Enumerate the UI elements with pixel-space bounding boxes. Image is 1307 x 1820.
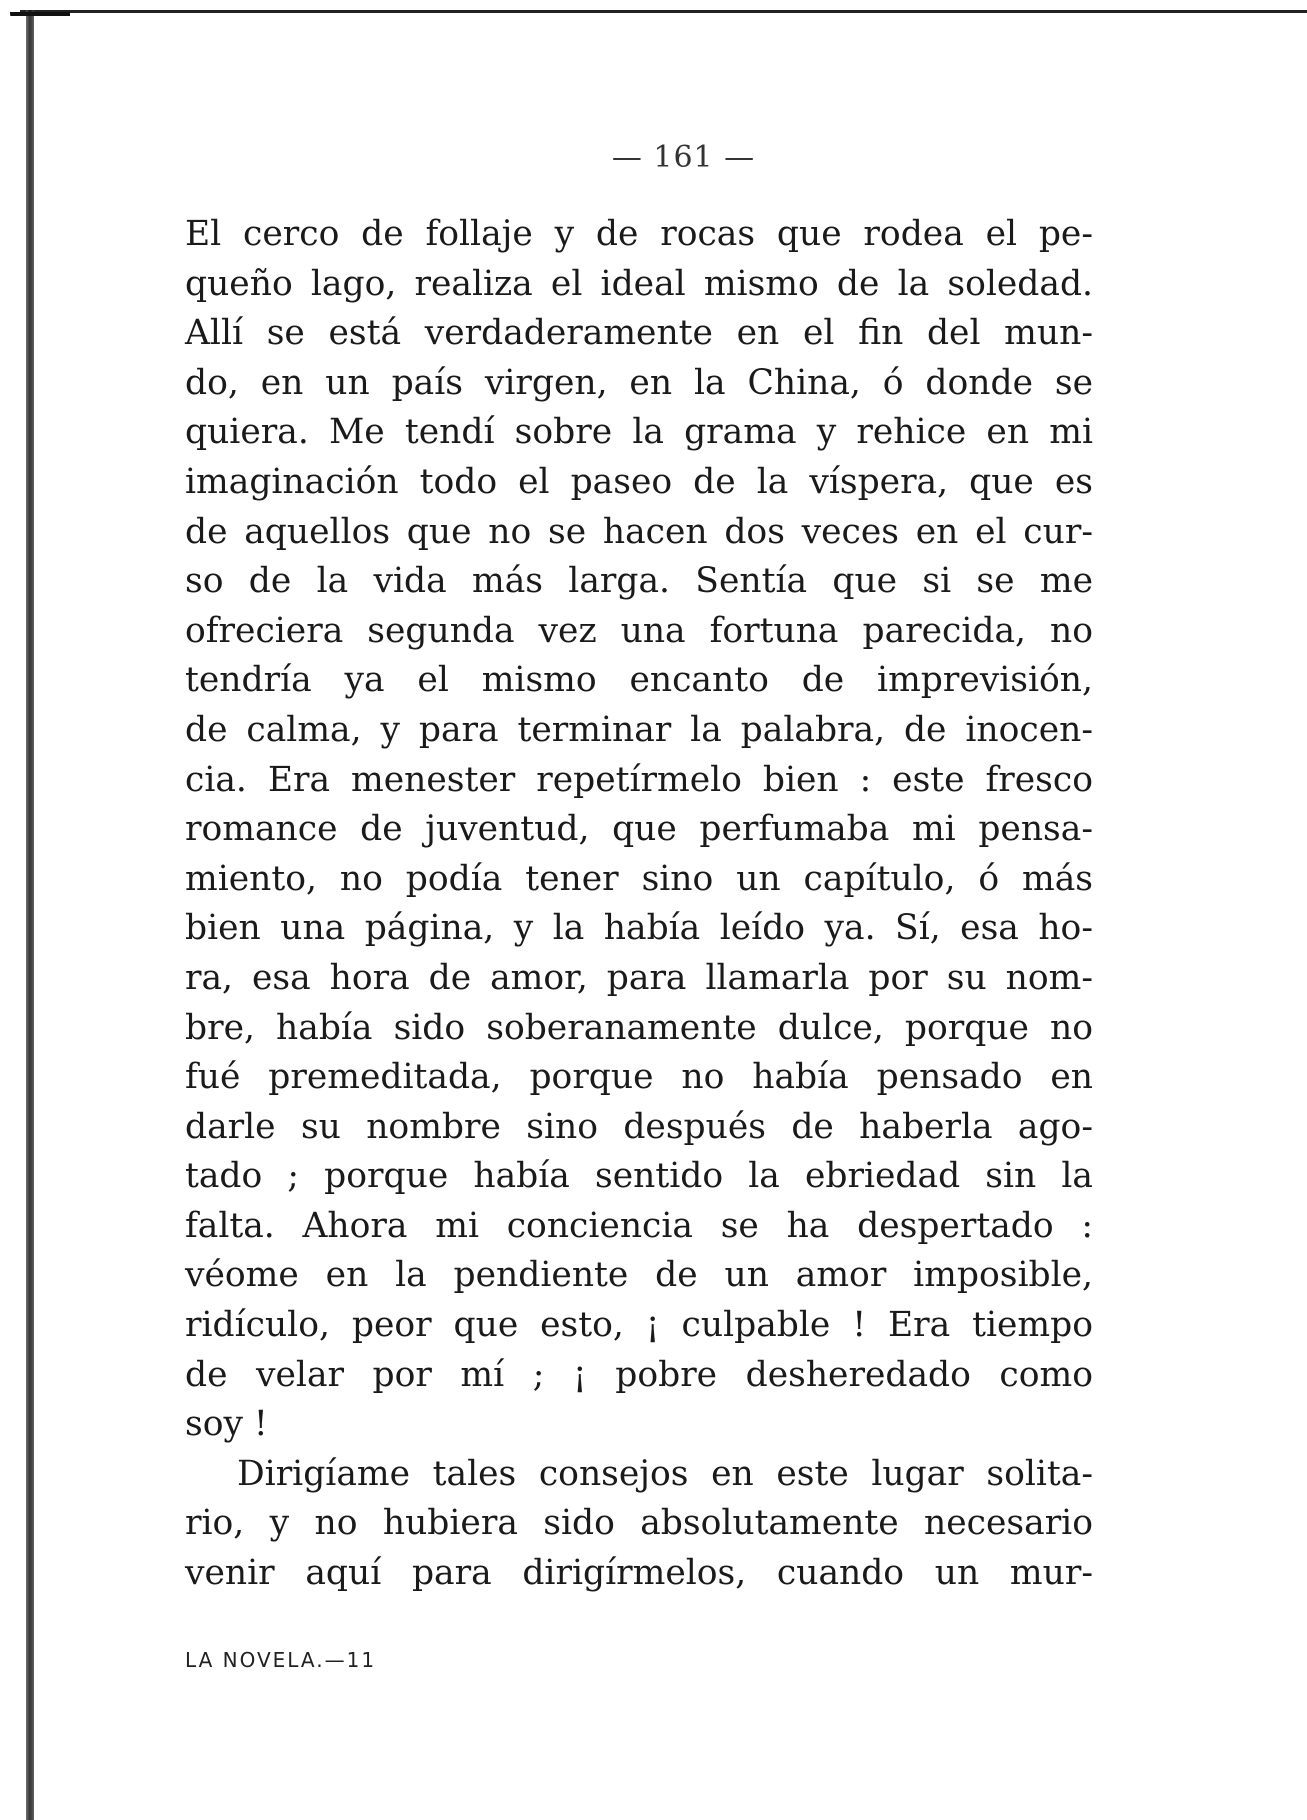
text-line: soy ! <box>185 1404 268 1445</box>
binding-edge <box>26 10 34 1820</box>
text-line: El cerco de follaje y de rocas que rodea el pe- <box>185 214 1093 254</box>
binding-corner <box>10 12 70 36</box>
text-line: ridículo, peor que esto, ¡ culpable ! Era tiempo <box>185 1305 1093 1346</box>
body-text <box>185 210 1093 1599</box>
text-line: romance de juventud, que perfumaba mi pensa- <box>185 809 1093 850</box>
text-line: falta. Ahora mi conciencia se ha despertado : <box>185 1205 1093 1246</box>
text-line: bre, había sido soberanamente dulce, porque no <box>185 1007 1093 1048</box>
footer-signature: LA NOVELA.—11 <box>185 1648 377 1672</box>
page-number: — 161 — <box>611 140 756 175</box>
text-line: quiera. Me tendí sobre la grama y rehice en mi <box>185 412 1093 453</box>
text-line: rio, y no hubiera sido absolutamente necesario <box>185 1503 1093 1544</box>
text-line: bien una página, y la había leído ya. Sí, esa ho- <box>185 908 1093 949</box>
text-line: de velar por mí ; ¡ pobre desheredado como <box>185 1354 1093 1395</box>
text-line: imaginación todo el paseo de la víspera, que es <box>185 461 1093 502</box>
text-line: Dirigíame tales consejos en este lugar solita- <box>237 1453 1093 1494</box>
top-edge-rule <box>20 10 1307 13</box>
text-line: Allí se está verdaderamente en el fin del mun- <box>185 313 1093 354</box>
text-line: cia. Era menester repetírmelo bien : este fresco <box>185 759 1093 800</box>
text-line: queño lago, realiza el ideal mismo de la soledad. <box>185 263 1093 304</box>
text-line: darle su nombre sino después de haberla ago- <box>185 1106 1093 1147</box>
text-line: ofreciera segunda vez una fortuna parecida, no <box>185 610 1093 651</box>
text-line: tado ; porque había sentido la ebriedad sin la <box>185 1156 1093 1197</box>
text-line: miento, no podía tener sino un capítulo, ó más <box>185 858 1093 899</box>
text-line: so de la vida más larga. Sentía que si se me <box>185 561 1093 602</box>
text-line: de aquellos que no se hacen dos veces en el cur- <box>185 511 1093 552</box>
text-line: venir aquí para dirigírmelos, cuando un mur- <box>185 1553 1093 1594</box>
text-line: fué premeditada, porque no había pensado en <box>185 1057 1093 1098</box>
text-line: véome en la pendiente de un amor imposible, <box>185 1255 1093 1296</box>
text-line: de calma, y para terminar la palabra, de inocen- <box>185 709 1093 750</box>
text-line: do, en un país virgen, en la China, ó donde se <box>185 362 1093 403</box>
text-line: ra, esa hora de amor, para llamarla por su nom- <box>185 957 1093 998</box>
text-line: tendría ya el mismo encanto de imprevisión, <box>185 660 1093 701</box>
